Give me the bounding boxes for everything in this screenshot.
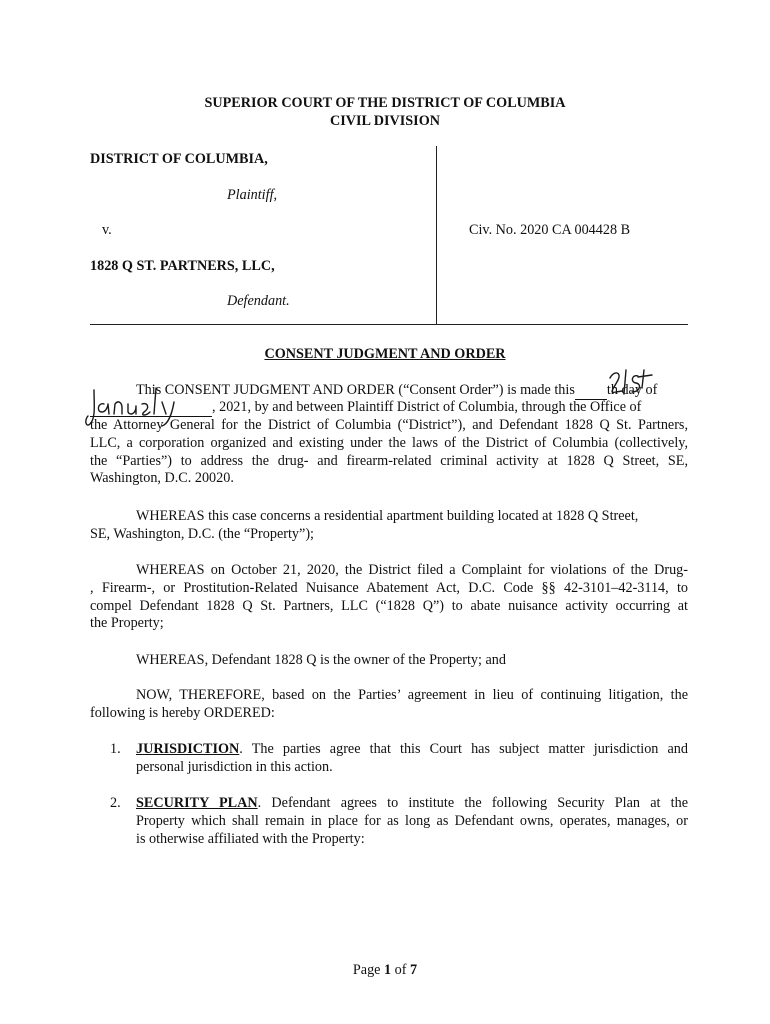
intro-line-2-text: , 2021, by and between Plaintiff District of Columbia, through the Office of xyxy=(212,399,642,415)
case-number: Civ. No. 2020 CA 004428 B xyxy=(469,222,631,238)
page-total: 7 xyxy=(410,962,418,978)
court-division: CIVIL DIVISION xyxy=(330,113,440,129)
now-therefore-line-1: NOW, THEREFORE, based on the Parties’ agreement in lieu of continuing litigation, the xyxy=(136,687,688,703)
page-number xyxy=(0,961,770,979)
defendant-role: Defendant. xyxy=(227,293,290,309)
defendant-name: 1828 Q ST. PARTNERS, LLC, xyxy=(90,258,275,274)
item-1-number: 1. xyxy=(110,741,121,757)
item-1-line-2: personal jurisdiction in this action. xyxy=(136,759,333,775)
whereas-2-line-1: WHEREAS on October 21, 2020, the District filed a Complaint for violations of the Drug- xyxy=(136,562,688,578)
whereas-1-line-2: SE, Washington, D.C. (the “Property”); xyxy=(90,526,314,542)
intro-line-4: LLC, a corporation organized and existing under the laws of the District of Columbia (collectively, xyxy=(90,435,688,451)
item-2-line-2: Property which shall remain in place for as long as Defendant owns, operates, manages, or xyxy=(136,813,688,829)
handwritten-day-signature xyxy=(600,366,660,400)
page-prefix: Page xyxy=(352,962,385,978)
whereas-3-line-1: WHEREAS, Defendant 1828 Q is the owner of the Property; and xyxy=(136,652,506,668)
intro-line-3: the Attorney General for the District of Columbia (“District”), and Defendant 1828 Q St. Partners, xyxy=(90,417,688,433)
versus: v. xyxy=(102,222,112,238)
caption-horizontal-divider xyxy=(90,324,688,325)
intro-line-1-text: This CONSENT JUDGMENT AND ORDER (“Consent Order”) is made this xyxy=(136,382,575,398)
document-title: CONSENT JUDGMENT AND ORDER xyxy=(264,346,506,362)
item-1-heading: JURISDICTION xyxy=(136,741,240,757)
whereas-1-line-1: WHEREAS this case concerns a residential apartment building located at 1828 Q Street, xyxy=(136,508,639,524)
whereas-2-line-3: compel Defendant 1828 Q St. Partners, LLC (“1828 Q”) to abate nuisance activity occurring at xyxy=(90,598,688,614)
whereas-2-line-4: the Property; xyxy=(90,615,164,631)
court-name: SUPERIOR COURT OF THE DISTRICT OF COLUMBIA xyxy=(204,95,566,111)
item-2-text: . Defendant agrees to institute the following Security Plan at the xyxy=(257,795,688,811)
item-2-line-1 xyxy=(136,794,688,812)
intro-line-1-end: th day of xyxy=(606,382,658,398)
page-current: 1 xyxy=(384,962,392,978)
plaintiff-name: DISTRICT OF COLUMBIA, xyxy=(90,151,268,167)
handwritten-month-signature xyxy=(84,384,194,428)
item-2-number: 2. xyxy=(110,795,121,811)
whereas-2-line-2: , Firearm-, or Prostitution-Related Nuisance Abatement Act, D.C. Code §§ 42-3101–42-3114, to xyxy=(90,580,688,596)
plaintiff-role: Plaintiff, xyxy=(227,187,278,203)
item-2-heading: SECURITY PLAN xyxy=(136,795,258,811)
now-therefore-line-2: following is hereby ORDERED: xyxy=(90,705,275,721)
item-1-line-1 xyxy=(136,740,688,758)
item-1-text: . The parties agree that this Court has subject matter jurisdiction and xyxy=(239,741,688,757)
caption-vertical-divider xyxy=(436,146,437,325)
intro-line-6: Washington, D.C. 20020. xyxy=(90,470,234,486)
item-2-line-3: is otherwise affiliated with the Property: xyxy=(136,831,365,847)
page-of: of xyxy=(391,962,411,978)
intro-line-5: the “Parties”) to address the drug- and firearm-related criminal activity at 1828 Q Street, SE, xyxy=(90,453,688,469)
